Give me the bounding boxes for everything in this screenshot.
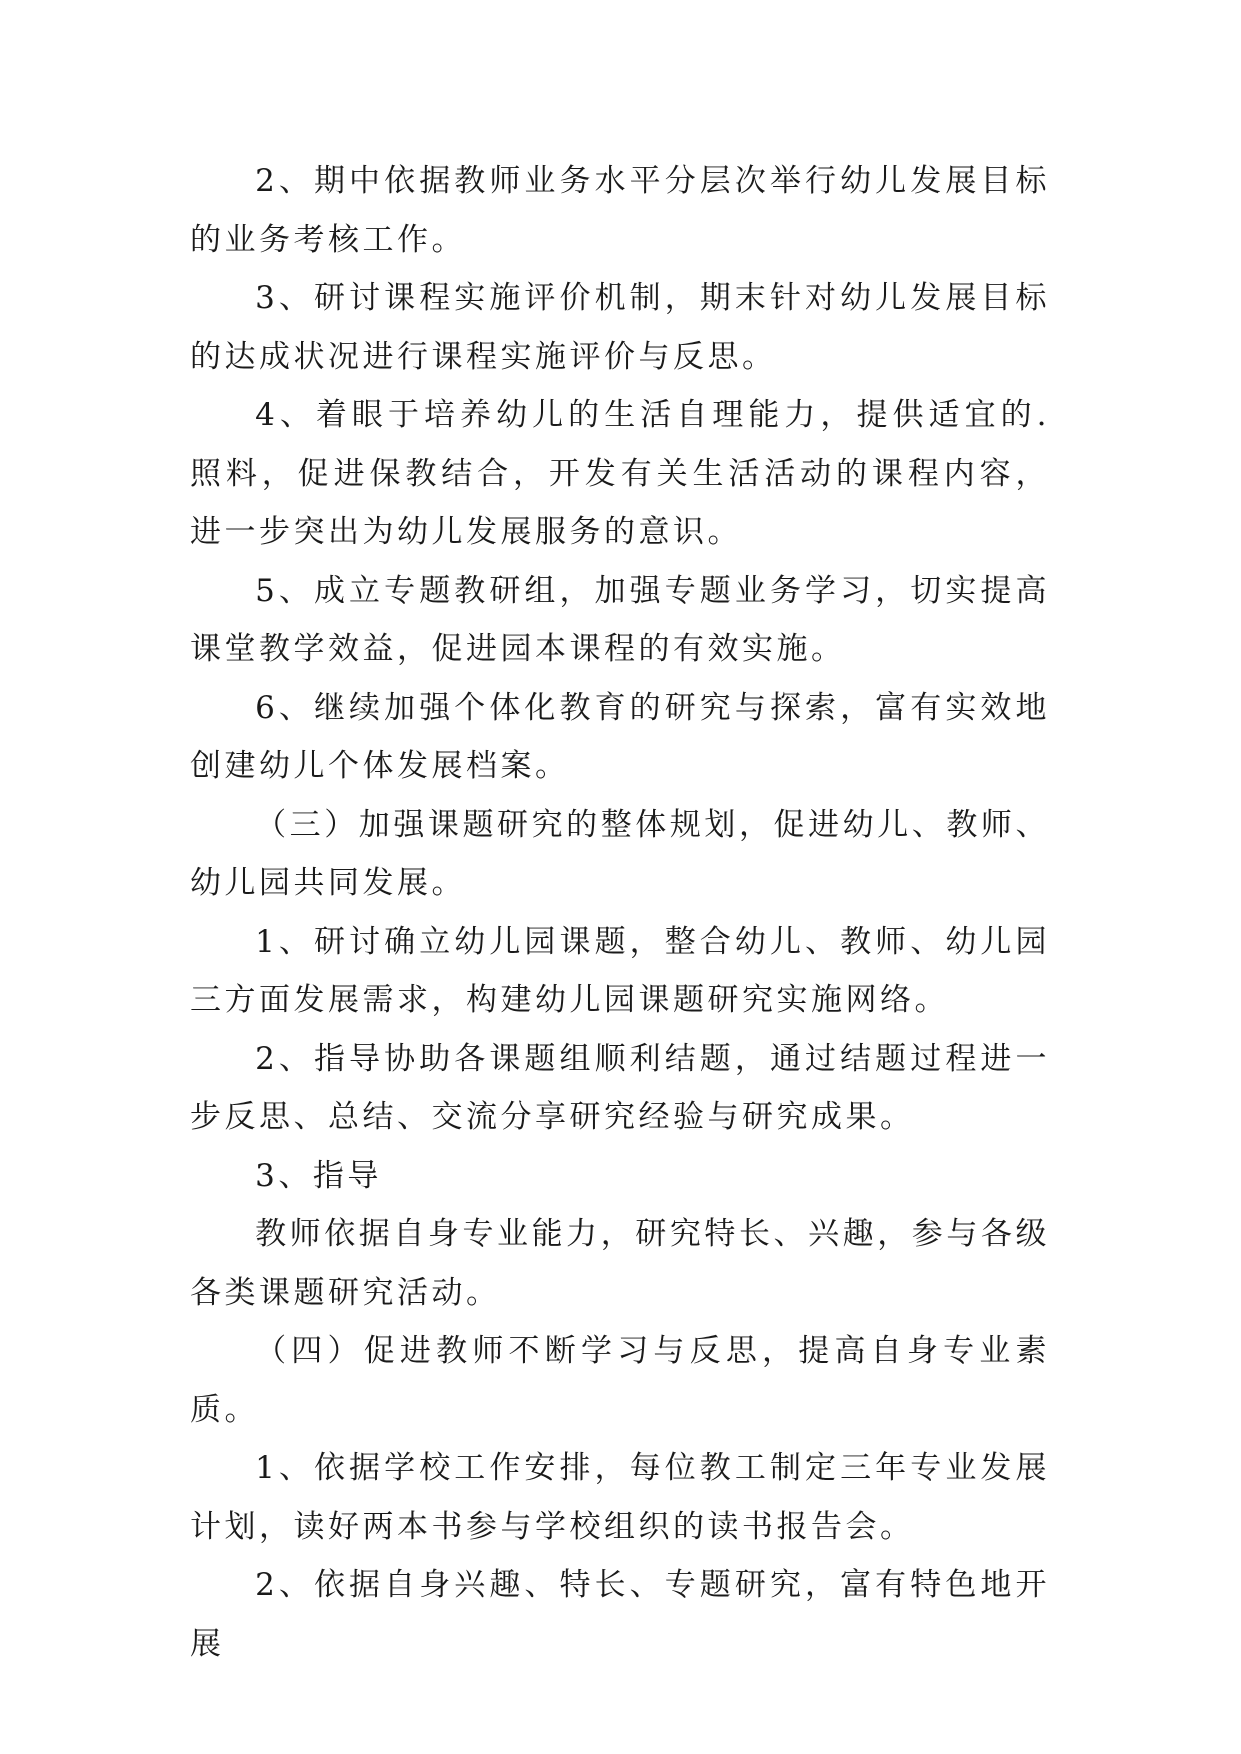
paragraph-item-2-interests: 2、依据自身兴趣、特长、专题研究，富有特色地开展 — [190, 1567, 1050, 1662]
document-body — [190, 152, 1050, 1673]
paragraph-item-3-guidance: 3、指导 — [255, 1157, 382, 1194]
section-heading-4: （四）促进教师不断学习与反思，提高自身专业素质。 — [190, 1333, 1050, 1428]
section-heading-3: （三）加强课题研究的整体规划，促进幼儿、教师、幼儿园共同发展。 — [190, 806, 1050, 901]
paragraph-item-5-research-group: 5、成立专题教研组，加强专题业务学习，切实提高课堂教学效益，促进园本课程的有效实施。 — [190, 572, 1050, 667]
paragraph-item-2-assessment: 2、期中依据教师业务水平分层次举行幼儿发展目标的业务考核工作。 — [190, 163, 1050, 258]
paragraph-item-1-topics: 1、研讨确立幼儿园课题，整合幼儿、教师、幼儿园三方面发展需求，构建幼儿园课题研究实施网络。 — [190, 923, 1050, 1018]
paragraph-item-3-evaluation: 3、研讨课程实施评价机制，期末针对幼儿发展目标的达成状况进行课程实施评价与反思。 — [190, 280, 1050, 375]
paragraph-item-6-individual-education: 6、继续加强个体化教育的研究与探索，富有实效地创建幼儿个体发展档案。 — [190, 689, 1050, 784]
paragraph-item-4-self-care: 4、着眼于培养幼儿的生活自理能力，提供适宜的.照料，促进保教结合，开发有关生活活动的课程内容，进一步突出为幼儿发展服务的意识。 — [190, 397, 1050, 550]
paragraph-item-2-conclusion: 2、指导协助各课题组顺利结题，通过结题过程进一步反思、总结、交流分享研究经验与研究成果。 — [190, 1040, 1050, 1135]
paragraph-teacher-participation: 教师依据自身专业能力，研究特长、兴趣，参与各级各类课题研究活动。 — [190, 1216, 1050, 1311]
paragraph-item-1-development-plan: 1、依据学校工作安排，每位教工制定三年专业发展计划，读好两本书参与学校组织的读书报告会。 — [190, 1450, 1050, 1545]
